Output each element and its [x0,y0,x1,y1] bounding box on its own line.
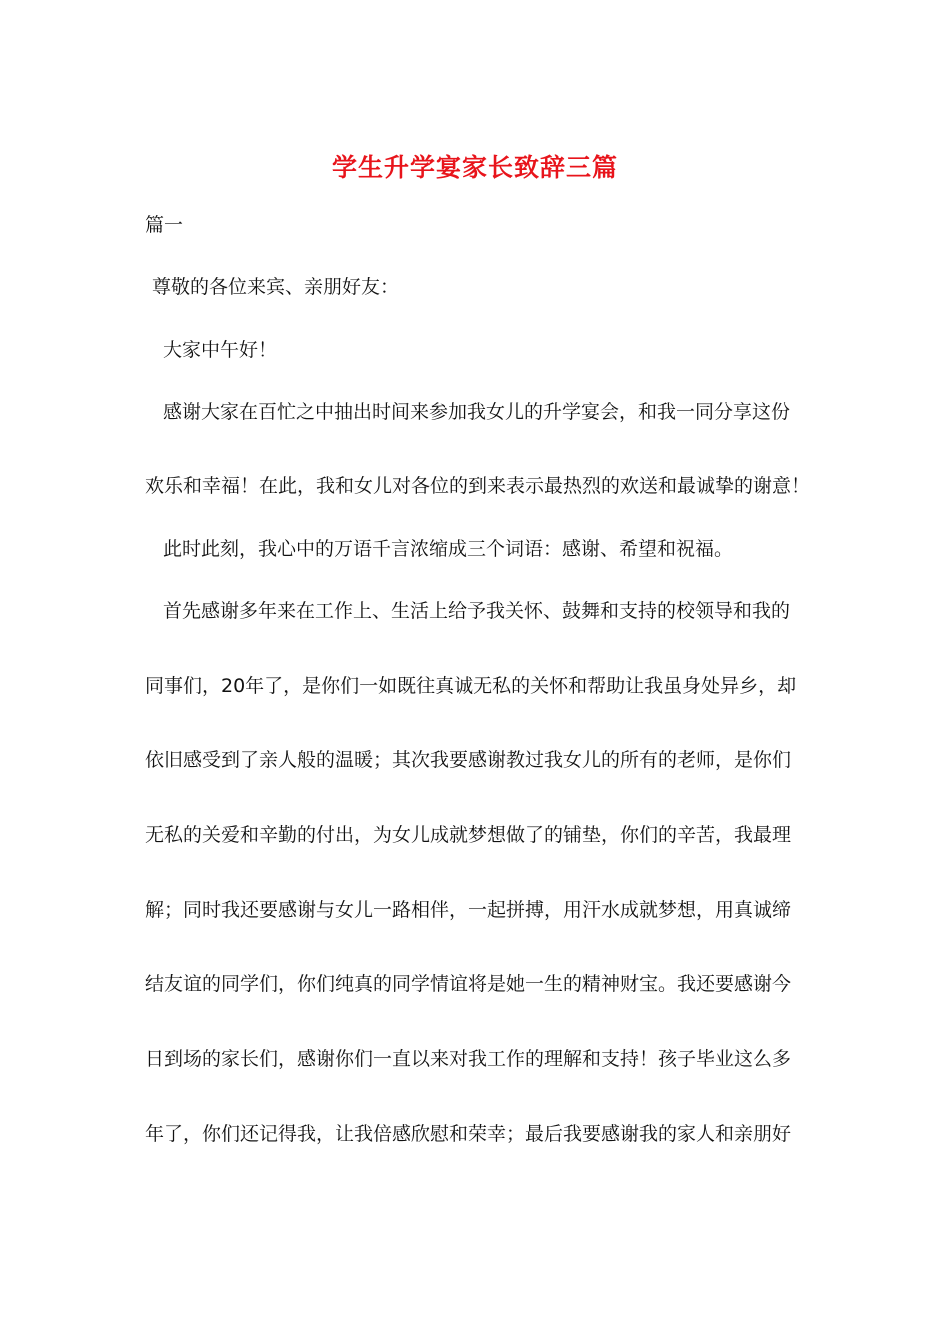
paragraph-line: 依旧感受到了亲人般的温暖；其次我要感谢教过我女儿的所有的老师，是你们 [145,749,792,771]
paragraph-line: 解；同时我还要感谢与女儿一路相伴，一起拼搏，用汗水成就梦想，用真诚缔 [145,899,792,921]
paragraph-line: 日到场的家长们，感谢你们一直以来对我工作的理解和支持！孩子毕业这么多 [145,1048,792,1070]
paragraph-line: 同事们，20年了，是你们一如既往真诚无私的关怀和帮助让我虽身处异乡，却 [145,675,797,697]
paragraph-line: 结友谊的同学们，你们纯真的同学情谊将是她一生的精神财宝。我还要感谢今 [145,973,792,995]
paragraph-line: 年了，你们还记得我，让我倍感欣慰和荣幸；最后我要感谢我的家人和亲朋好 [145,1123,792,1145]
paragraph-line: 首先感谢多年来在工作上、生活上给予我关怀、鼓舞和支持的校领导和我的 [163,600,791,622]
salutation: 尊敬的各位来宾、亲朋好友： [152,276,400,298]
paragraph-line: 无私的关爱和辛勤的付出，为女儿成就梦想做了的铺垫，你们的辛苦，我最理 [145,824,792,846]
section-heading: 篇一 [145,214,184,236]
paragraph-line: 欢乐和幸福！在此，我和女儿对各位的到来表示最热烈的欢送和最诚挚的谢意！ [145,475,811,497]
greeting: 大家中午好！ [163,339,278,361]
paragraph-line: 此时此刻，我心中的万语千言浓缩成三个词语：感谢、希望和祝福。 [163,538,734,560]
paragraph-line: 感谢大家在百忙之中抽出时间来参加我女儿的升学宴会，和我一同分享这份 [163,401,791,423]
document-title: 学生升学宴家长致辞三篇 [331,153,618,182]
